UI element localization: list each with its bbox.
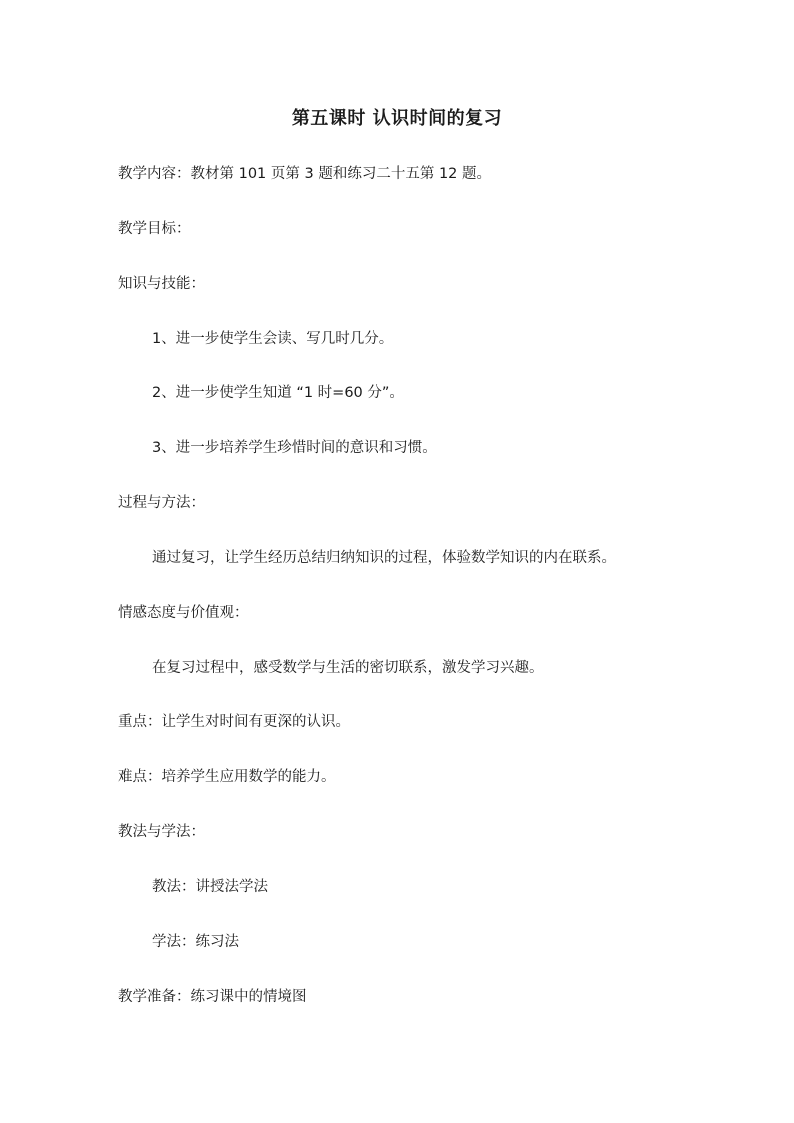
document-title: 第五课时 认识时间的复习 <box>291 108 503 129</box>
learning-method-line: 学法：练习法 <box>152 934 239 950</box>
process-method-heading: 过程与方法： <box>118 495 205 511</box>
teaching-goals-heading: 教学目标： <box>118 221 191 237</box>
goal-item-1: 1、进一步使学生会读、写几时几分。 <box>152 331 394 347</box>
teaching-method-line: 教法：讲授法学法 <box>152 879 268 895</box>
teaching-content-line: 教学内容：教材第 101 页第 3 题和练习二十五第 12 题。 <box>118 166 492 182</box>
methods-heading: 教法与学法： <box>118 824 205 840</box>
attitude-values-heading: 情感态度与价值观： <box>118 605 249 621</box>
key-point-line: 重点：让学生对时间有更深的认识。 <box>118 714 350 730</box>
process-method-text: 通过复习，让学生经历总结归纳知识的过程，体验数学知识的内在联系。 <box>152 550 616 566</box>
goal-item-3: 3、进一步培养学生珍惜时间的意识和习惯。 <box>152 440 437 456</box>
goal-item-2: 2、进一步使学生知道 “1 时=60 分”。 <box>152 385 404 401</box>
difficulty-line: 难点：培养学生应用数学的能力。 <box>118 769 336 785</box>
preparation-line: 教学准备：练习课中的情境图 <box>118 989 307 1005</box>
knowledge-skills-heading: 知识与技能： <box>118 276 205 292</box>
attitude-values-text: 在复习过程中，感受数学与生活的密切联系，激发学习兴趣。 <box>152 660 544 676</box>
